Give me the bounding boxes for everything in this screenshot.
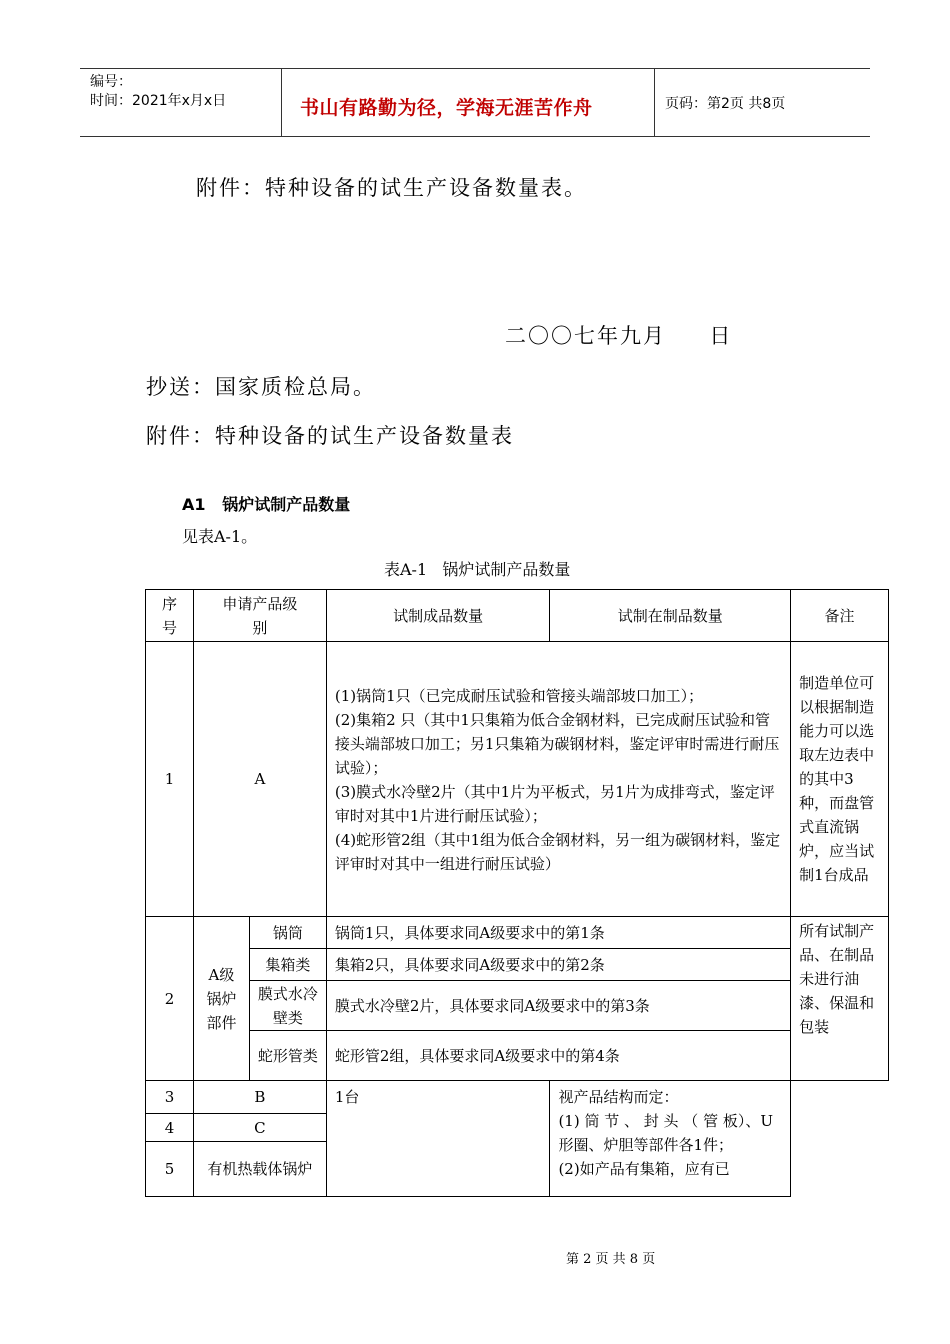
table-row-3 [146, 1081, 889, 1114]
row2-group: A级锅炉部件 [193, 917, 249, 1081]
see-table: 见表A-1。 [182, 527, 258, 546]
header-in-process: 试制在制品数量 [550, 590, 791, 642]
table-row-2-3 [146, 981, 889, 1031]
in-process-line-3: (2)如产品有集箱，应有已 [558, 1160, 730, 1178]
header-level: 申请产品级别 [193, 590, 326, 642]
row5-level: 有机热载体锅炉 [193, 1142, 326, 1197]
rows345-in-process [550, 1081, 791, 1197]
header-seq: 序号 [146, 590, 194, 642]
header-divider-right [654, 68, 655, 136]
row3-seq: 3 [146, 1081, 194, 1114]
header-number: 编号： [90, 74, 132, 90]
row2-part-2: 集箱类 [249, 949, 326, 981]
row2-req-4: 蛇形管2组，具体要求同A级要求中的第4条 [326, 1031, 790, 1081]
row2-part-4: 蛇形管类 [249, 1031, 326, 1081]
row2-req-1: 锅筒1只，具体要求同A级要求中的第1条 [326, 917, 790, 949]
row3-level: B [193, 1081, 326, 1114]
header-divider-left [281, 68, 282, 136]
row2-req-2: 集箱2只，具体要求同A级要求中的第2条 [326, 949, 790, 981]
rows345-finished: 1台 [326, 1081, 550, 1197]
header-top-rule [80, 68, 870, 69]
attachment-line-1: 附件：特种设备的试生产设备数量表。 [196, 176, 587, 200]
row2-seq: 2 [146, 917, 194, 1081]
row5-seq: 5 [146, 1142, 194, 1197]
in-process-line-1: 视产品结构而定： [558, 1088, 679, 1106]
section-title: A1 锅炉试制产品数量 [182, 495, 351, 514]
table-row-1 [146, 642, 889, 917]
row4-seq: 4 [146, 1114, 194, 1142]
header-finished: 试制成品数量 [326, 590, 550, 642]
row2-note: 所有试制产品、在制品未进行油漆、保温和包装 [791, 917, 889, 1081]
footer-page-number: 第 2 页 共 8 页 [566, 1252, 656, 1267]
attachment-line-2: 附件：特种设备的试生产设备数量表 [146, 424, 514, 448]
table-header-row [146, 590, 889, 642]
row4-level: C [193, 1114, 326, 1142]
row2-req-3: 膜式水冷壁2片，具体要求同A级要求中的第3条 [326, 981, 790, 1031]
table-row-2-1 [146, 917, 889, 949]
row1-item-2: (2)集箱2 只（其中1只集箱为低合金钢材料，已完成耐压试验和管接头端部坡口加工；另1只集箱为碳钢材料，鉴定评审时需进行耐压试验）； [334, 711, 780, 777]
in-process-line-2: (1) 筒 节 、 封 头 （ 管 板）、U形圈、炉胆等部件各1件； [558, 1112, 773, 1154]
header-bottom-rule [80, 136, 870, 137]
header-motto: 书山有路勤为径，学海无涯苦作舟 [300, 97, 593, 119]
header-date: 时间：2021年x月x日 [90, 93, 227, 109]
boiler-trial-product-table [145, 589, 889, 1197]
row1-item-3: (3)膜式水冷壁2片（其中1片为平板式，另1片为成排弯式，鉴定评审时对其中1片进行耐压试验）； [334, 783, 775, 825]
row1-note: 制造单位可以根据制造能力可以选取左边表中的其中3种，而盘管式直流锅炉，应当试制1台成品 [791, 642, 889, 917]
header-page: 页码：第2页 共8页 [665, 96, 786, 112]
table-row-2-2 [146, 949, 889, 981]
header-note: 备注 [791, 590, 889, 642]
row2-part-3: 膜式水冷壁类 [249, 981, 326, 1031]
table-row-2-4 [146, 1031, 889, 1081]
cc-line: 抄送：国家质检总局。 [146, 375, 376, 399]
row2-part-1: 锅筒 [249, 917, 326, 949]
table-caption: 表A-1 锅炉试制产品数量 [384, 560, 571, 579]
row1-level: A [193, 642, 326, 917]
rows345-note-empty [791, 1081, 889, 1197]
date-line: 二〇〇七年九月 日 [505, 324, 733, 348]
row1-item-1: (1)锅筒1只（已完成耐压试验和管接头端部坡口加工）； [334, 687, 704, 705]
row1-content [326, 642, 790, 917]
row1-seq: 1 [146, 642, 194, 917]
row1-item-4: (4)蛇形管2组（其中1组为低合金钢材料，另一组为碳钢材料，鉴定评审时对其中一组进行耐压试验） [334, 831, 781, 873]
